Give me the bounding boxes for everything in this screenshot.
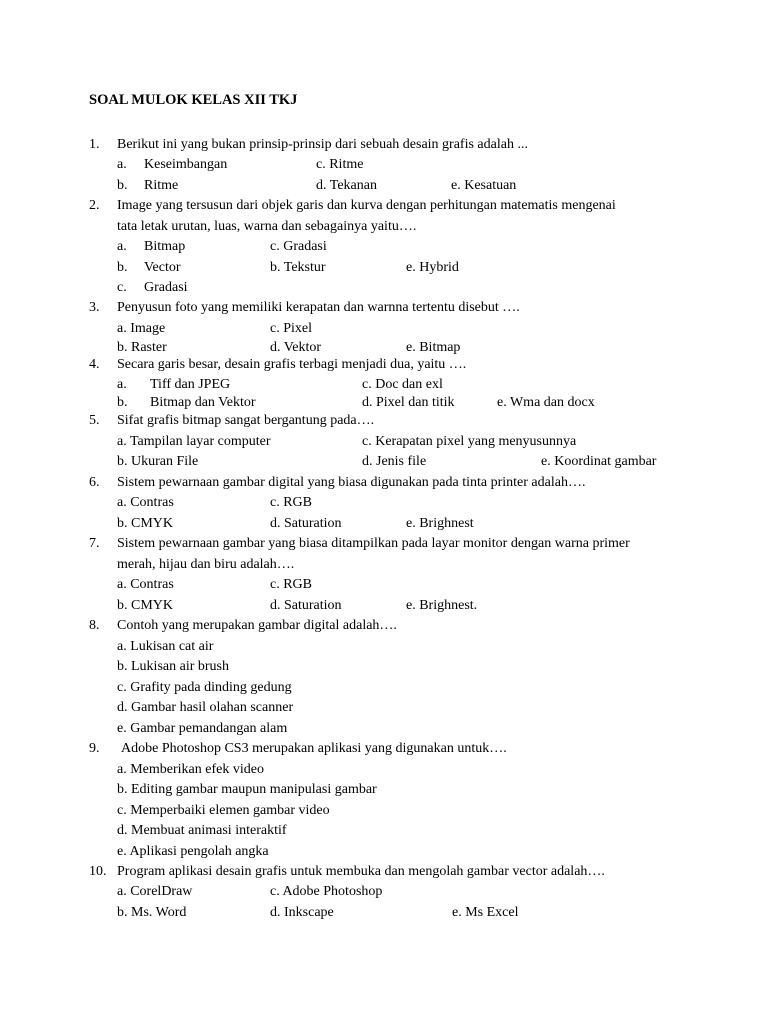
question-6-number: 6. (89, 475, 100, 490)
q7-option-c: c. RGB (270, 577, 312, 592)
q1-option-b-label: b. (117, 178, 128, 193)
q9-option-b: b. Editing gambar maupun manipulasi gambar (117, 782, 377, 797)
q6-option-d: d. Saturation (270, 516, 342, 531)
q2-option-b-label: b. (117, 260, 128, 275)
q2-option-c-col: c. Gradasi (270, 239, 327, 254)
q2-option-c: Gradasi (144, 280, 188, 295)
q1-option-c: c. Ritme (316, 157, 364, 172)
q9-option-c: c. Memperbaiki elemen gambar video (117, 803, 330, 818)
q8-option-b: b. Lukisan air brush (117, 659, 229, 674)
q2-option-a-label: a. (117, 239, 127, 254)
q2-option-b-col: b. Tekstur (270, 260, 326, 275)
q6-option-a: a. Contras (117, 495, 174, 510)
q5-option-e: e. Koordinat gambar (541, 454, 657, 469)
question-2-number: 2. (89, 198, 100, 213)
q2-option-c-label: c. (117, 280, 127, 295)
q1-option-a-label: a. (117, 157, 127, 172)
question-4-text: Secara garis besar, desain grafis terbagi menjadi dua, yaitu …. (117, 357, 467, 372)
question-4-number: 4. (89, 357, 100, 372)
q7-option-e: e. Brighnest. (406, 598, 478, 613)
question-8-text: Contoh yang merupakan gambar digital adalah…. (117, 618, 397, 633)
question-1-text: Berikut ini yang bukan prinsip-prinsip dari sebuah desain grafis adalah ... (117, 137, 528, 152)
question-9-text: Adobe Photoshop CS3 merupakan aplikasi yang digunakan untuk…. (121, 741, 507, 756)
q3-option-b: b. Raster (117, 340, 167, 355)
q6-option-e: e. Brighnest (406, 516, 474, 531)
q3-option-c: c. Pixel (270, 321, 312, 336)
q7-option-b: b. CMYK (117, 598, 174, 613)
q1-option-e: e. Kesatuan (451, 178, 517, 193)
question-10-number: 10. (89, 864, 107, 879)
q8-option-c: c. Grafity pada dinding gedung (117, 680, 292, 695)
q10-option-b: b. Ms. Word (117, 905, 187, 920)
q9-option-d: d. Membuat animasi interaktif (117, 823, 287, 838)
q4-option-b: Bitmap dan Vektor (150, 395, 256, 410)
question-6-text: Sistem pewarnaan gambar digital yang biasa digunakan pada tinta printer adalah…. (117, 475, 586, 490)
question-5-number: 5. (89, 413, 100, 428)
q3-option-e: e. Bitmap (406, 340, 461, 355)
question-8-number: 8. (89, 618, 100, 633)
question-3-text: Penyusun foto yang memiliki kerapatan dan warnna tertentu disebut …. (117, 300, 520, 315)
q8-option-d: d. Gambar hasil olahan scanner (117, 700, 294, 715)
q3-option-a: a. Image (117, 321, 166, 336)
q7-option-a: a. Contras (117, 577, 174, 592)
question-10-text: Program aplikasi desain grafis untuk membuka dan mengolah gambar vector adalah…. (117, 864, 605, 879)
q5-option-b: b. Ukuran File (117, 454, 199, 469)
q4-option-a: Tiff dan JPEG (150, 377, 231, 392)
q10-option-c: c. Adobe Photoshop (270, 884, 383, 899)
q8-option-a: a. Lukisan cat air (117, 639, 214, 654)
q10-option-e: e. Ms Excel (452, 905, 519, 920)
q5-option-d: d. Jenis file (362, 454, 427, 469)
question-1-number: 1. (89, 137, 100, 152)
q1-option-d: d. Tekanan (316, 178, 377, 193)
q8-option-e: e. Gambar pemandangan alam (117, 721, 288, 736)
question-2-text-line2: tata letak urutan, luas, warna dan sebagainya yaitu…. (117, 219, 417, 234)
q4-option-e: e. Wma dan docx (497, 395, 595, 410)
question-7-number: 7. (89, 536, 100, 551)
q5-option-c: c. Kerapatan pixel yang menyusunnya (362, 434, 577, 449)
question-7-text-line2: merah, hijau dan biru adalah…. (117, 557, 295, 572)
q4-option-b-label: b. (117, 395, 128, 410)
question-7-text: Sistem pewarnaan gambar yang biasa ditampilkan pada layar monitor dengan warna primer (117, 536, 630, 551)
question-2-text: Image yang tersusun dari objek garis dan kurva dengan perhitungan matematis mengenai (117, 198, 616, 213)
q7-option-d: d. Saturation (270, 598, 342, 613)
q4-option-c: c. Doc dan exl (362, 377, 443, 392)
question-9-number: 9. (89, 741, 100, 756)
q2-option-a: Bitmap (144, 239, 186, 254)
q3-option-d: d. Vektor (270, 340, 322, 355)
q10-option-a: a. CorelDraw (117, 884, 193, 899)
q1-option-a: Keseimbangan (144, 157, 228, 172)
question-3-number: 3. (89, 300, 100, 315)
q2-option-e: e. Hybrid (406, 260, 459, 275)
q6-option-b: b. CMYK (117, 516, 174, 531)
q2-option-b: Vector (144, 260, 181, 275)
q1-option-b: Ritme (144, 178, 179, 193)
page-title: SOAL MULOK KELAS XII TKJ (89, 92, 298, 108)
question-5-text: Sifat grafis bitmap sangat bergantung pada…. (117, 413, 375, 428)
q6-option-c: c. RGB (270, 495, 312, 510)
q4-option-d: d. Pixel dan titik (362, 395, 455, 410)
q5-option-a: a. Tampilan layar computer (117, 434, 271, 449)
q10-option-d: d. Inkscape (270, 905, 334, 920)
q9-option-e: e. Aplikasi pengolah angka (117, 844, 269, 859)
q4-option-a-label: a. (117, 377, 127, 392)
q9-option-a: a. Memberikan efek video (117, 762, 264, 777)
